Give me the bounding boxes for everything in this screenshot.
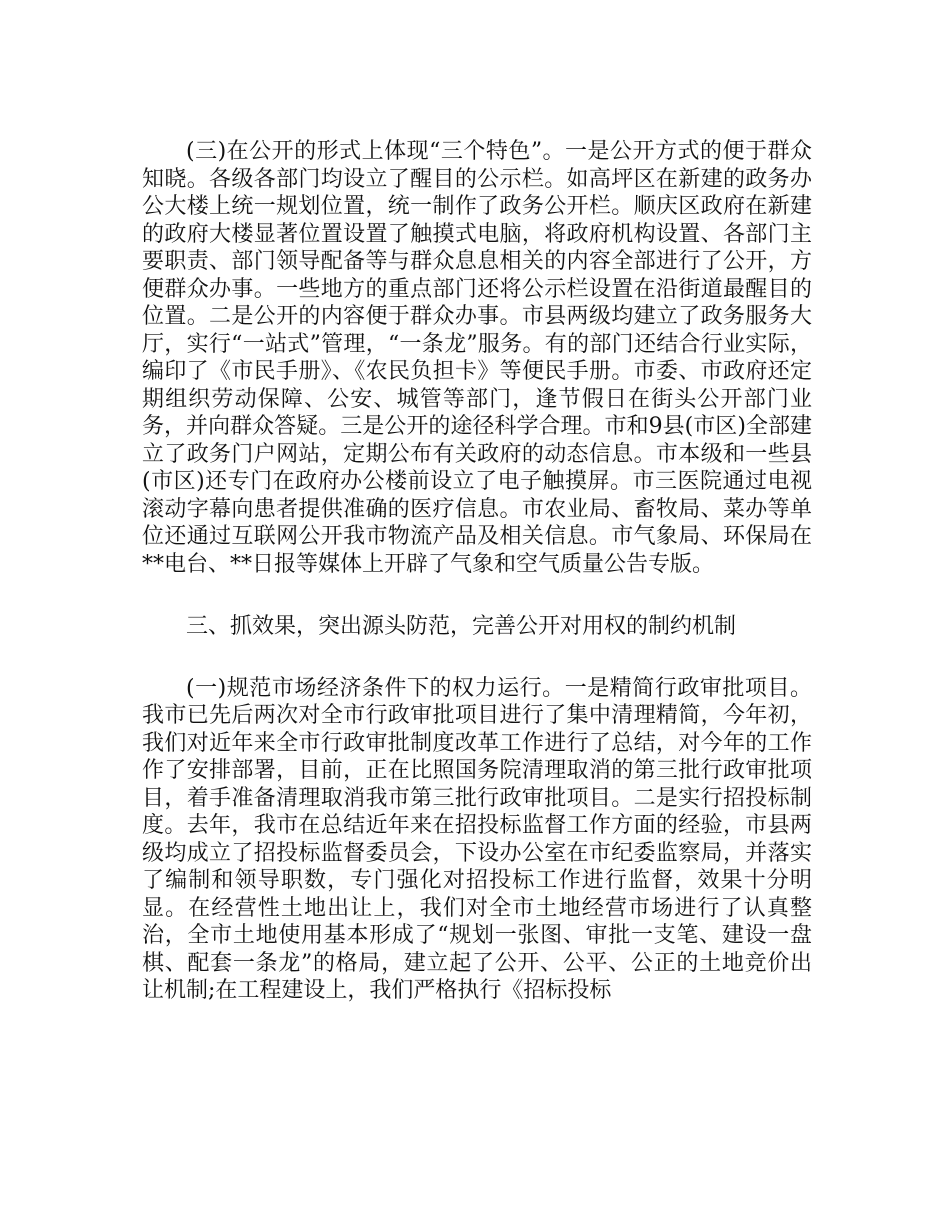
document-body [142,138,812,1005]
paragraph-power-regulation: (一)规范市场经济条件下的权力运行。一是精简行政审批项目。我市已先后两次对全市行政审批项目进行了集中清理精简，今年初，我们对近年来全市行政审批制度改革工作进行了总结，对今年的工作作了安排部署，目前，正在比照国务院清理取消的第三批行政审批项目，着手准备清理取消我市第三批行政审批项目。二是实行招投标制度。去年，我市在总结近年来在招投标监督工作方面的经验，市县两级均成立了招投标监督委员会，下设办公室在市纪委监察局，并落实了编制和领导职数，专门强化对招投标工作进行监督，效果十分明显。在经营性土地出让上，我们对全市土地经营市场进行了认真整治，全市土地使用基本形成了“规划一张图、审批一支笔、建设一盘棋、配套一条龙”的格局，建立起了公开、公平、公正的土地竞价出让机制;在工程建设上，我们严格执行《招标投标 [142,675,812,1003]
paragraph-spacer [142,578,812,613]
paragraph-public-forms: (三)在公开的形式上体现“三个特色”。一是公开方式的便于群众知晓。各级各部门均设立了醒目的公示栏。如高坪区在新建的政务办公大楼上统一规划位置，统一制作了政务公开栏。顺庆区政府在新建的政府大楼显著位置设置了触摸式电脑，将政府机构设置、各部门主要职责、部门领导配备等与群众息息相关的内容全部进行了公开，方便群众办事。一些地方的重点部门还将公示栏设置在沿街道最醒目的位置。二是公开的内容便于群众办事。市县两级均建立了政务服务大厅，实行“一站式”管理，“一条龙”服务。有的部门还结合行业实际，编印了《市民手册》、《农民负担卡》等便民手册。市委、市政府还定期组织劳动保障、公安、城管等部门，逢节假日在街头公开部门业务，并向群众答疑。三是公开的途径科学合理。市和9县(市区)全部建立了政务门户网站，定期公布有关政府的动态信息。市本级和一些县(市区)还专门在政府办公楼前设立了电子触摸屏。市三医院通过电视滚动字幕向患者提供准确的医疗信息。市农业局、畜牧局、菜办等单位还通过互联网公开我市物流产品及相关信息。市气象局、环保局在**电台、**日报等媒体上开辟了气象和空气质量公告专版。 [142,139,812,577]
section-heading: 三、抓效果，突出源头防范，完善公开对用权的制约机制 [186,614,737,639]
paragraph-spacer [142,641,812,675]
